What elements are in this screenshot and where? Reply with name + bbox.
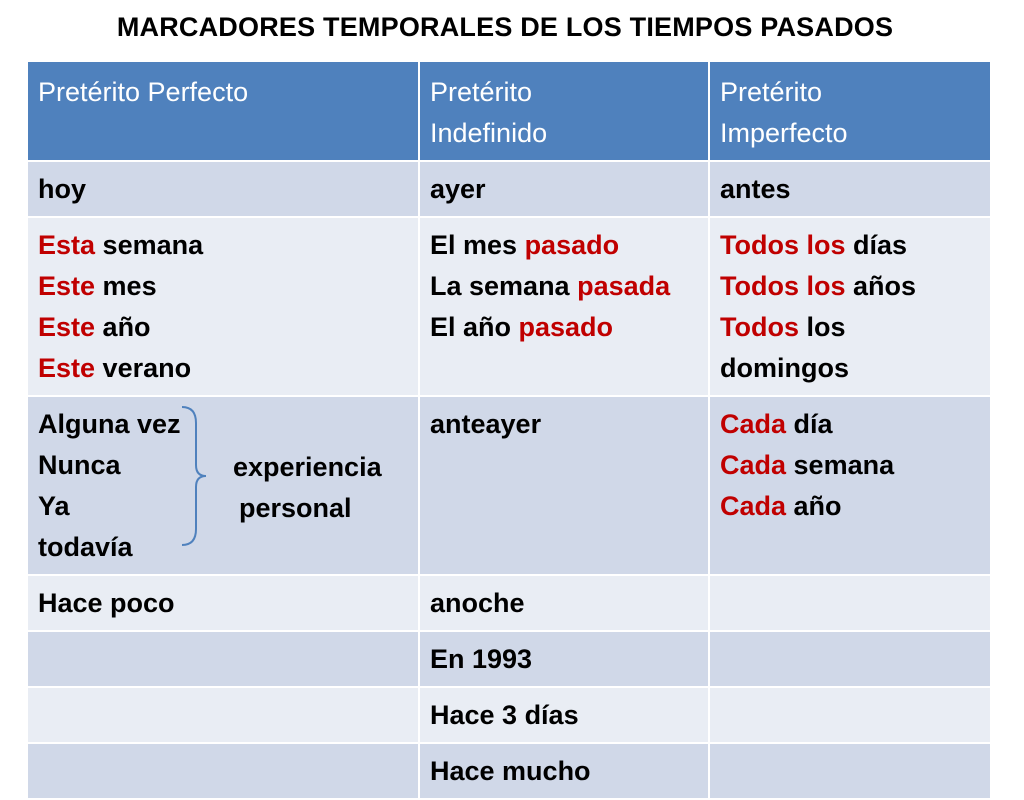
page-title: MARCADORES TEMPORALES DE LOS TIEMPOS PASADOS xyxy=(116,12,894,42)
marker-line xyxy=(430,266,698,307)
cell-indefinido: anoche xyxy=(419,575,709,631)
marker-highlight: Todos los xyxy=(720,271,846,301)
cell-perfecto xyxy=(27,743,419,799)
cell-indefinido xyxy=(419,217,709,396)
cell-perfecto xyxy=(27,217,419,396)
table-row xyxy=(27,396,991,575)
cell-perfecto xyxy=(27,631,419,687)
header-label: Indefinido xyxy=(430,118,548,148)
cell-indefinido: anteayer xyxy=(419,396,709,575)
marker-line xyxy=(720,225,980,266)
marker-text: Ya xyxy=(38,491,70,521)
cell-perfecto: Hace poco xyxy=(27,575,419,631)
marker-highlight: Esta xyxy=(38,230,96,260)
marker-text: día xyxy=(786,409,833,439)
header-label: Imperfecto xyxy=(720,118,848,148)
cell-indefinido: Hace 3 días xyxy=(419,687,709,743)
marker-highlight: Todos xyxy=(720,312,799,342)
marker-highlight: pasada xyxy=(577,271,671,301)
marker-line xyxy=(430,225,698,266)
header-preterito-imperfecto xyxy=(709,61,991,161)
marker-text: semana xyxy=(786,450,895,480)
marker-text: El año xyxy=(430,312,519,342)
marker-text: Alguna vez xyxy=(38,409,181,439)
marker-highlight: Este xyxy=(38,271,96,301)
header-label: Pretérito Perfecto xyxy=(38,77,249,107)
marker-line xyxy=(720,348,980,389)
experience-note xyxy=(233,447,382,529)
marker-text: La semana xyxy=(430,271,578,301)
marker-text: días xyxy=(845,230,908,260)
marker-text: todavía xyxy=(38,532,133,562)
cell-imperfecto xyxy=(709,743,991,799)
table-row xyxy=(27,687,991,743)
marker-text: años xyxy=(845,271,917,301)
marker-text: domingos xyxy=(720,353,849,383)
table-row xyxy=(27,217,991,396)
cell-imperfecto xyxy=(709,575,991,631)
marker-line xyxy=(720,445,980,486)
marker-highlight: Cada xyxy=(720,409,787,439)
brace-icon xyxy=(178,403,208,549)
marker-text: año xyxy=(95,312,151,342)
marker-highlight: Cada xyxy=(720,450,787,480)
header-row xyxy=(27,61,991,161)
header-preterito-indefinido xyxy=(419,61,709,161)
cell-indefinido: Hace mucho xyxy=(419,743,709,799)
marker-text: mes xyxy=(95,271,157,301)
header-preterito-perfecto xyxy=(27,61,419,161)
marker-line xyxy=(720,486,980,527)
marker-text: semana xyxy=(95,230,204,260)
marker-text: El mes xyxy=(430,230,525,260)
marker-line xyxy=(38,266,408,307)
marker-text: verano xyxy=(95,353,192,383)
marker-highlight: Cada xyxy=(720,491,787,521)
marker-text: los xyxy=(798,312,846,342)
cell-imperfecto xyxy=(709,217,991,396)
header-label: Pretérito xyxy=(720,77,823,107)
note-text: personal xyxy=(239,493,352,523)
table-row xyxy=(27,575,991,631)
marker-text: Nunca xyxy=(38,450,121,480)
cell-imperfecto xyxy=(709,396,991,575)
cell-indefinido: En 1993 xyxy=(419,631,709,687)
marker-text: año xyxy=(786,491,842,521)
cell-perfecto xyxy=(27,396,419,575)
marker-line xyxy=(38,225,408,266)
marker-highlight: pasado xyxy=(518,312,614,342)
cell-imperfecto xyxy=(709,631,991,687)
time-markers-table xyxy=(26,60,992,800)
marker-line xyxy=(38,307,408,348)
header-label: Pretérito xyxy=(430,77,533,107)
marker-highlight: Todos los xyxy=(720,230,846,260)
cell-perfecto: hoy xyxy=(27,161,419,217)
table-row xyxy=(27,743,991,799)
cell-imperfecto xyxy=(709,687,991,743)
marker-highlight: pasado xyxy=(524,230,620,260)
table-row xyxy=(27,161,991,217)
marker-line xyxy=(430,307,698,348)
table-row xyxy=(27,631,991,687)
cell-perfecto xyxy=(27,687,419,743)
marker-line xyxy=(38,348,408,389)
marker-highlight: Este xyxy=(38,312,96,342)
marker-highlight: Este xyxy=(38,353,96,383)
note-text: experiencia xyxy=(233,452,382,482)
marker-line xyxy=(720,404,980,445)
marker-line xyxy=(720,266,980,307)
cell-indefinido: ayer xyxy=(419,161,709,217)
marker-line xyxy=(720,307,980,348)
cell-imperfecto: antes xyxy=(709,161,991,217)
